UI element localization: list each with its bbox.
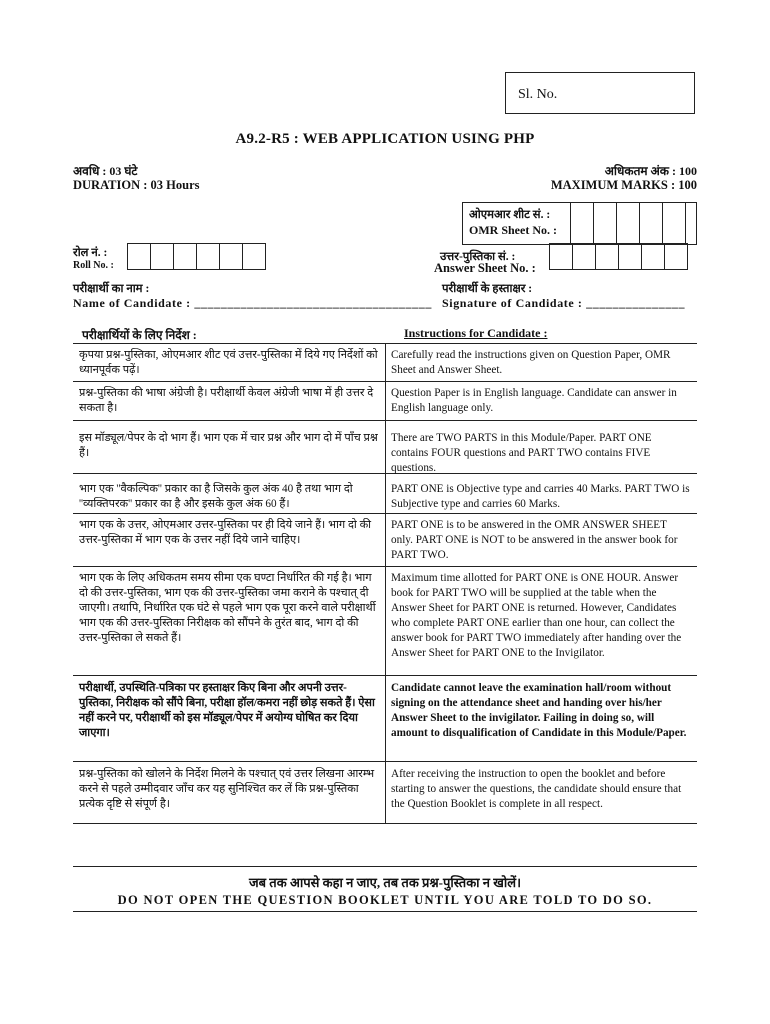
answer-sheet-label-hindi: उत्तर-पुस्तिका सं. : (440, 251, 516, 263)
instruction-english: Question Paper is in English language. Candidate can answer in English language only. (391, 387, 677, 414)
duration-english: DURATION : 03 Hours (73, 178, 200, 192)
roll-number-boxes[interactable] (128, 243, 266, 270)
instructions-table (73, 343, 697, 823)
max-marks-hindi: अधिकतम अंक : 100 (604, 164, 697, 178)
instruction-hindi: इस मॉड्यूल/पेपर के दो भाग हैं। भाग एक में चार प्रश्न और भाग दो में पाँच प्रश्न हैं। (79, 432, 378, 459)
omr-label-hindi: ओएमआर शीट सं. : (469, 209, 551, 221)
banner-english: DO NOT OPEN THE QUESTION BOOKLET UNTIL YOU ARE TOLD TO DO SO. (117, 893, 653, 907)
instructions-heading-hindi: परीक्षार्थियों के लिए निर्देश : (82, 328, 197, 342)
instruction-hindi: भाग एक ''वैकल्पिक'' प्रकार का है जिसके कुल अंक 40 है तथा भाग दो ''व्यक्तिपरक'' प्रकार का है और इसके कुल अंक 60 हैं। (79, 483, 353, 510)
serial-number-label: Sl. No. (518, 87, 558, 102)
instruction-english: PART ONE is to be answered in the OMR ANSWER SHEET only. PART ONE is NOT to be answered in the answer book for PART TWO. (391, 519, 678, 561)
instruction-hindi: प्रश्न-पुस्तिका को खोलने के निर्देश मिलने के पश्चात् एवं उत्तर लिखना आरम्भ करने से पहले उम्मीदवार जाँच कर यह सुनिश्चित कर लें कि प्रश्न-पुस्तिका प्रत्येक दृष्टि से संपूर्ण है। (79, 768, 375, 810)
roll-label-english: Roll No. : (73, 260, 114, 271)
banner-hindi: जब तक आपसे कहा न जाए, तब तक प्रश्न-पुस्तिका न खोलें। (248, 875, 521, 890)
roll-label-hindi: रोल नं. : (73, 247, 108, 259)
paper-title: A9.2-R5 : WEB APPLICATION USING PHP (235, 131, 535, 147)
instruction-hindi: कृपया प्रश्न-पुस्तिका, ओएमआर शीट एवं उत्तर-पुस्तिका में दिये गए निर्देशों को ध्यानपूर्वक पढ़ें। (79, 349, 378, 376)
instruction-row (73, 765, 697, 814)
omr-digit-boxes[interactable] (571, 202, 686, 245)
instruction-row (73, 384, 697, 418)
instruction-english: Candidate cannot leave the examination hall/room without signing on the attendance sheet and handing over his/her Answer Sheet to the invigilator. Failing in doing so, will amount to disqualification of Candidate in this Module/Paper. (391, 682, 687, 739)
instruction-english: After receiving the instruction to open the booklet and before starting to answer the questions, the candidate should ensure that the Question Booklet is complete in all respect. (391, 768, 682, 810)
omr-label-english: OMR Sheet No. : (469, 223, 557, 237)
serial-number-box[interactable] (505, 72, 695, 114)
candidate-name-label-hindi: परीक्षार्थी का नाम : (73, 283, 150, 295)
instruction-row (73, 569, 697, 663)
instruction-hindi: भाग एक के लिए अधिकतम समय सीमा एक घण्टा निर्धारित की गई है। भाग दो की उत्तर-पुस्तिका, भाग एक की उत्तर-पुस्तिका जमा कराने के पश्चात् दी जाएगी। तथापि, निर्धारित एक घंटे से पहले भाग एक पूरा करने वाले परीक्षार्थी भाग एक की उत्तर-पुस्तिका निरीक्षक को सौंपने के तुरंत बाद, भाग दो की उत्तर-पुस्तिका ले सकते हैं। (79, 572, 376, 644)
max-marks-english: MAXIMUM MARKS : 100 (550, 178, 697, 192)
instruction-row (73, 480, 697, 514)
answer-sheet-number-boxes[interactable] (550, 243, 688, 270)
candidate-name-field[interactable]: Name of Candidate : ____________________________________ (73, 296, 432, 310)
signature-label-hindi: परीक्षार्थी के हस्ताक्षर : (442, 283, 533, 295)
instruction-english: Carefully read the instructions given on Question Paper, OMR Sheet and Answer Sheet. (391, 349, 671, 376)
instruction-english: There are TWO PARTS in this Module/Paper. PART ONE contains FOUR questions and PART TWO contains FIVE questions. (391, 432, 652, 474)
instruction-row (73, 516, 697, 565)
instruction-hindi: परीक्षार्थी, उपस्थिति-पत्रिका पर हस्ताक्षर किए बिना और अपनी उत्तर-पुस्तिका, निरीक्षक को सौंपे बिना, परीक्षा हॉल/कमरा नहीं छोड़ सकते हैं। ऐसा नहीं करने पर, परीक्षार्थी को इस मॉड्यूल/पेपर में अयोग्य घोषित कर दिया जाएगा। (79, 682, 375, 739)
instruction-hindi: प्रश्न-पुस्तिका की भाषा अंग्रेजी है। परीक्षार्थी केवल अंग्रेजी भाषा में ही उत्तर दे सकता है। (79, 387, 374, 414)
signature-field[interactable]: Signature of Candidate : _______________ (442, 296, 686, 310)
instruction-english: Maximum time allotted for PART ONE is ONE HOUR. Answer book for PART TWO will be supplied at the table when the Answer Sheet for PART ONE is returned. However, Candidates who complete PART ONE earlier than one hour, can collect the answer book for PART TWO immediately after handing over the Answer Sheet for PART ONE to the Invigilator. (391, 572, 682, 659)
omr-sheet-number-field (462, 202, 697, 245)
instruction-row (73, 679, 697, 743)
do-not-open-banner (73, 866, 697, 912)
instruction-row (73, 346, 697, 380)
answer-sheet-label-english: Answer Sheet No. : (434, 261, 536, 275)
duration-hindi: अवधि : 03 घंटे (73, 164, 138, 178)
instructions-heading-english: Instructions for Candidate : (404, 326, 548, 340)
instruction-row (73, 429, 697, 478)
instruction-english: PART ONE is Objective type and carries 40 Marks. PART TWO is Subjective type and carries 60 Marks. (391, 483, 690, 510)
instruction-hindi: भाग एक के उत्तर, ओएमआर उत्तर-पुस्तिका पर ही दिये जाने हैं। भाग दो की उत्तर-पुस्तिका में भाग एक के उत्तर नहीं दिये जाने चाहिए। (79, 519, 372, 546)
